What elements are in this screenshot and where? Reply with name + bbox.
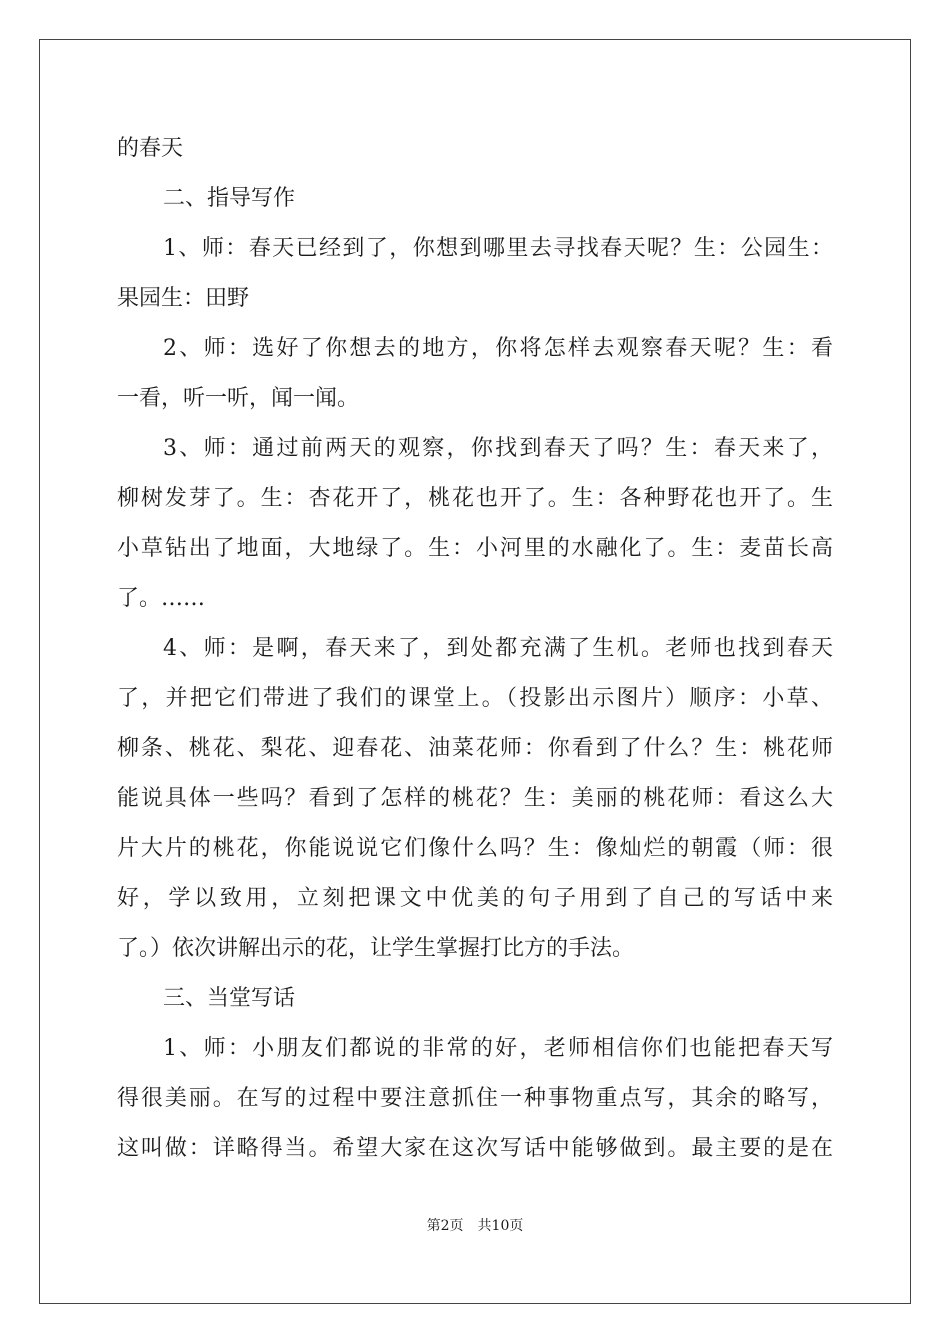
text-line: 柳条、桃花、梨花、迎春花、油菜花师：你看到了什么？生：桃花师 <box>117 736 833 761</box>
text-line: 好，学以致用，立刻把课文中优美的句子用到了自己的写话中来 <box>117 886 833 911</box>
page-footer <box>0 1216 950 1236</box>
text-line: 二、指导写作 <box>163 186 296 211</box>
text-line: 的春天 <box>117 136 184 161</box>
text-line: 了。…… <box>117 586 206 611</box>
document-body <box>117 124 833 1174</box>
text-line: 2、师：选好了你想去的地方，你将怎样去观察春天呢？生：看 <box>163 336 833 361</box>
text-line: 片大片的桃花，你能说说它们像什么吗？生：像灿烂的朝霞（师：很 <box>117 836 833 861</box>
text-line: 3、师：通过前两天的观察，你找到春天了吗？生：春天来了， <box>163 436 833 461</box>
page-number: 第2页 <box>426 1218 464 1234</box>
text-line: 了，并把它们带进了我们的课堂上。（投影出示图片）顺序：小草、 <box>117 686 833 711</box>
text-line: 这叫做：详略得当。希望大家在这次写话中能够做到。最主要的是在 <box>117 1136 833 1161</box>
text-line: 4、师：是啊，春天来了，到处都充满了生机。老师也找到春天 <box>163 636 833 661</box>
text-line: 一看，听一听，闻一闻。 <box>117 386 360 411</box>
page-total: 共10页 <box>477 1218 524 1234</box>
text-line: 三、当堂写话 <box>163 986 296 1011</box>
text-line: 柳树发芽了。生：杏花开了，桃花也开了。生：各种野花也开了。生 <box>117 486 833 511</box>
text-line: 果园生：田野 <box>117 286 250 311</box>
text-line: 小草钻出了地面，大地绿了。生：小河里的水融化了。生：麦苗长高 <box>117 536 833 561</box>
text-line: 能说具体一些吗？看到了怎样的桃花？生：美丽的桃花师：看这么大 <box>117 786 833 811</box>
text-line: 1、师：春天已经到了，你想到哪里去寻找春天呢？生：公园生： <box>163 236 833 261</box>
text-line: 得很美丽。在写的过程中要注意抓住一种事物重点写，其余的略写， <box>117 1086 833 1111</box>
text-line: 1、师：小朋友们都说的非常的好，老师相信你们也能把春天写 <box>163 1036 833 1061</box>
text-line: 了。）依次讲解出示的花，让学生掌握打比方的手法。 <box>117 936 635 961</box>
